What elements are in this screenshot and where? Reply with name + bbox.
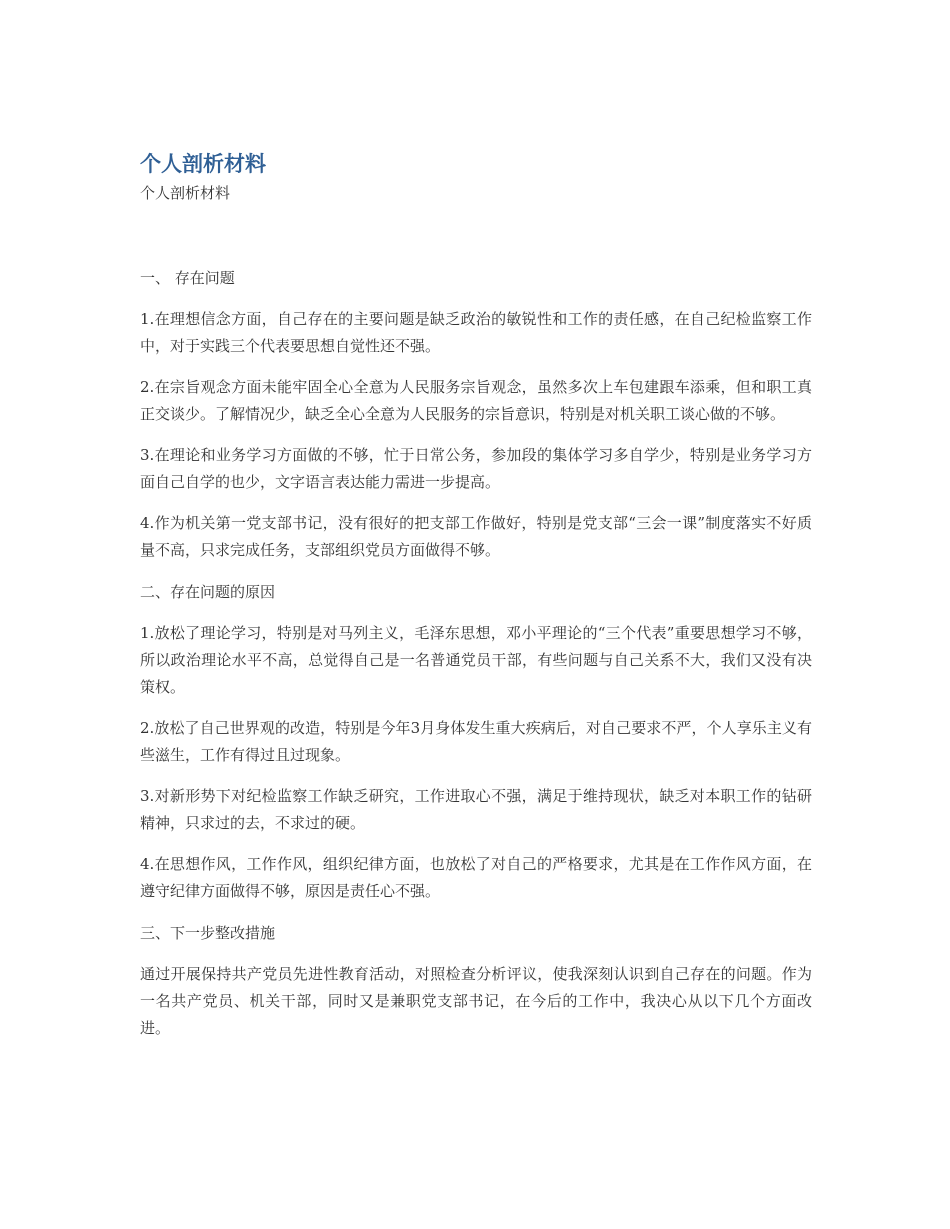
document-title: 个人剖析材料 [140,152,266,176]
paragraph: 4.在思想作风，工作作风，组织纪律方面，也放松了对自己的严格要求，尤其是在工作作风方面，在遵守纪律方面做得不够，原因是责任心不强。 [140,855,812,900]
paragraph: 3.对新形势下对纪检监察工作缺乏研究，工作进取心不强，满足于维持现状，缺乏对本职工作的钻研精神，只求过的去，不求过的硬。 [140,787,812,832]
paragraph: 2.在宗旨观念方面未能牢固全心全意为人民服务宗旨观念，虽然多次上车包建跟车添乘，但和职工真正交谈少。了解情况少，缺乏全心全意为人民服务的宗旨意识，特别是对机关职工谈心做的不够。 [140,378,812,423]
paragraph: 4.作为机关第一党支部书记，没有很好的把支部工作做好，特别是党支部“三会一课”制度落实不好质量不高，只求完成任务，支部组织党员方面做得不够。 [140,514,812,559]
document-page [140,148,812,1056]
paragraph: 通过开展保持共产党员先进性教育活动，对照检查分析评议，使我深刻认识到自己存在的问题。作为一名共产党员、机关干部，同时又是兼职党支部书记，在今后的工作中，我决心从以下几个方面改进。 [140,965,812,1037]
paragraph: 3.在理论和业务学习方面做的不够，忙于日常公务，参加段的集体学习多自学少，特别是业务学习方面自己自学的也少，文字语言表达能力需进一步提高。 [140,446,812,491]
document-subtitle: 个人剖析材料 [140,184,231,202]
section-heading-problems: 一、 存在问题 [140,269,235,287]
paragraph: 1.在理想信念方面，自己存在的主要问题是缺乏政治的敏锐性和工作的责任感，在自己纪检监察工作中，对于实践三个代表要思想自觉性还不强。 [140,310,812,355]
section-heading-causes: 二、存在问题的原因 [140,583,276,601]
section-heading-measures: 三、下一步整改措施 [140,924,276,942]
paragraph: 1.放松了理论学习，特别是对马列主义，毛泽东思想，邓小平理论的“三个代表”重要思想学习不够，所以政治理论水平不高，总觉得自己是一名普通党员干部，有些问题与自己关系不大，我们又没有决策权。 [140,624,812,696]
paragraph: 2.放松了自己世界观的改造，特别是今年3月身体发生重大疾病后，对自己要求不严，个人享乐主义有些滋生，工作有得过且过现象。 [140,719,812,764]
